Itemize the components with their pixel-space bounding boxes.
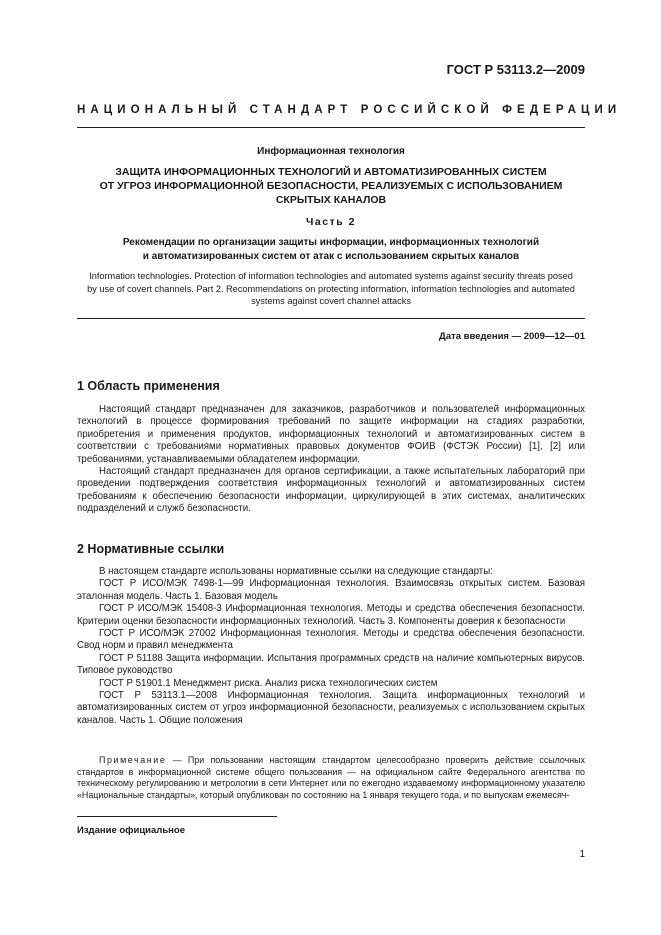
reference-note bbox=[77, 755, 585, 801]
title-line: ОТ УГРОЗ ИНФОРМАЦИОННОЙ БЕЗОПАСНОСТИ, РЕАЛИЗУЕМЫХ С ИСПОЛЬЗОВАНИЕМ bbox=[99, 180, 563, 192]
english-line: systems against covert channel attacks bbox=[251, 296, 411, 306]
header-rule bbox=[77, 127, 585, 128]
note-label: Примечание bbox=[99, 755, 167, 765]
standard-number: ГОСТ Р 53113.2—2009 bbox=[446, 62, 585, 77]
subtitle-line: и автоматизированных систем от атак с использованием скрытых каналов bbox=[142, 250, 520, 262]
reference-item: ГОСТ Р ИСО/МЭК 15408-3 Информационная технология. Методы и средства обеспечения безопасности. Критерии оценки безопасности информационных технологий. Часть 3. Компоненты доверия к безопасности bbox=[77, 603, 585, 627]
title-line: СКРЫТЫХ КАНАЛОВ bbox=[275, 194, 387, 206]
section-1-body bbox=[77, 404, 585, 516]
paragraph: Настоящий стандарт предназначен для заказчиков, разработчиков и пользователей информационных технологий в процессе формирования требований по защите информации на стадиях разработки, приобретения и применения продуктов, информационных технологий и автоматизированных систем в соответствии с требованиями нормативных правовых документов ФОИВ (ФСТЭК России) [1], [2] или требованиями, устанавливаемыми обладателем информации. bbox=[77, 404, 585, 465]
reference-item: ГОСТ Р 51188 Защита информации. Испытания программных средств на наличие компьютерных вирусов. Типовое руководство bbox=[77, 652, 585, 677]
national-standard-heading: НАЦИОНАЛЬНЫЙ СТАНДАРТ РОССИЙСКОЙ ФЕДЕРАЦИИ bbox=[77, 104, 622, 116]
paragraph: В настоящем стандарте использованы нормативные ссылки на следующие стандарты: bbox=[99, 566, 493, 577]
english-title bbox=[77, 270, 585, 308]
reference-item: ГОСТ Р 51901.1 Менеджмент риска. Анализ риска технологических систем bbox=[99, 677, 438, 689]
english-line: by use of covert channels. Part 2. Recommendations on protecting information, information technologies and automated bbox=[87, 283, 575, 294]
introduction-date: Дата введения — 2009—12—01 bbox=[439, 331, 585, 342]
title-line: ЗАЩИТА ИНФОРМАЦИОННЫХ ТЕХНОЛОГИЙ И АВТОМАТИЗИРОВАННЫХ СИСТЕМ bbox=[115, 166, 547, 178]
paragraph: Настоящий стандарт предназначен для органов сертификации, а также испытательных лабораторий при проведении подтверждения соответствия информационных технологий и автоматизированных систем требованиям к обеспечению безопасности информации, циркулирующей в этих системах, аналитических подразделений и служб безопасности. bbox=[77, 466, 585, 515]
reference-item: ГОСТ Р 53113.1—2008 Информационная технология. Защита информационных технологий и автоматизированных систем от угроз информационной безопасности, реализуемых с использованием скрытых каналов. Часть 1. Общие положения bbox=[77, 690, 585, 726]
title-rule bbox=[77, 318, 585, 319]
page-number: 1 bbox=[579, 849, 585, 860]
subject-heading: Информационная технология bbox=[257, 146, 405, 157]
footer-rule bbox=[77, 816, 277, 817]
document-title bbox=[77, 165, 585, 207]
section-2-body bbox=[77, 566, 585, 727]
reference-item: ГОСТ Р ИСО/МЭК 7498-1—99 Информационная технология. Взаимосвязь открытых систем. Базовая эталонная модель. Часть 1. Базовая модель bbox=[77, 578, 585, 602]
section-1-title: 1 Область применения bbox=[77, 379, 220, 393]
note-text: — При пользовании настоящим стандартом целесообразно проверить действие ссылочных стандартов в информационной системе общего пользования — на официальном сайте Федерального агентства по техническому регулированию и метрологии в сети Интернет или по ежегодно издаваемому информационному указателю «Национальные стандарты», который опубликован по состоянию на 1 января текущего года, и по выпускам ежемесяч- bbox=[77, 755, 585, 800]
official-edition-label: Издание официальное bbox=[77, 825, 185, 836]
document-subtitle bbox=[77, 236, 585, 263]
section-2-title: 2 Нормативные ссылки bbox=[77, 542, 225, 556]
subtitle-line: Рекомендации по организации защиты информации, информационных технологий bbox=[122, 237, 540, 248]
english-line: Information technologies. Protection of information technologies and automated systems against security threats posed bbox=[89, 271, 573, 281]
reference-item: ГОСТ Р ИСО/МЭК 27002 Информационная технология. Методы и средства обеспечения безопасности. Свод норм и правил менеджмента bbox=[77, 628, 585, 652]
part-label: Часть 2 bbox=[306, 216, 356, 228]
